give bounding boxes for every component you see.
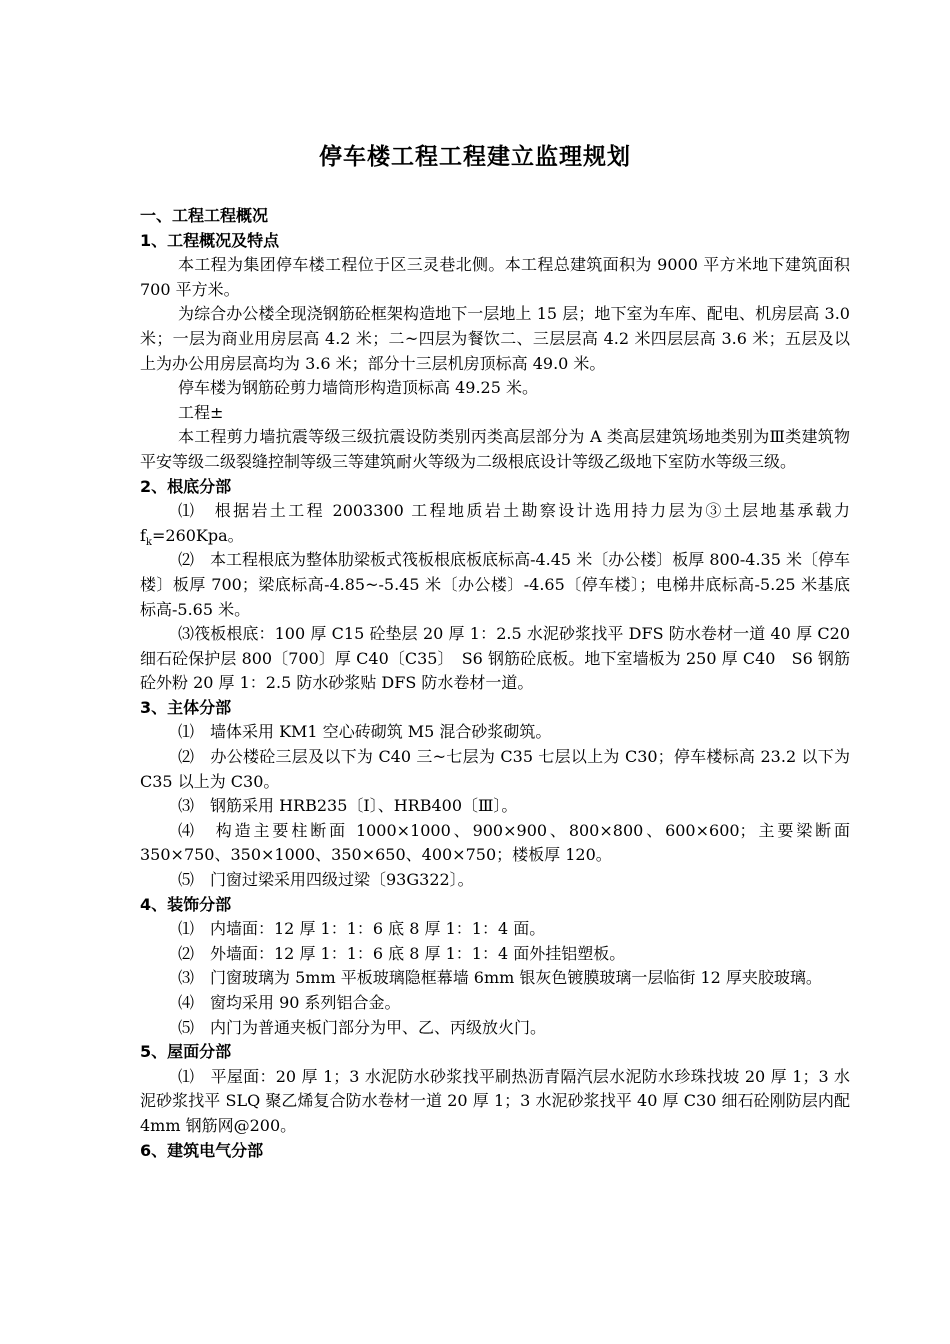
paragraph-text: ⑴ 根据岩土工程 2003300 工程地质岩土勘察设计选用持力层为③土层地基承载力 f xyxy=(140,501,850,545)
subsection-heading: 5、屋面分部 xyxy=(140,1042,232,1062)
paragraph: ⑴ 平屋面：20 厚 1；3 水泥防水砂浆找平刷热沥青隔汽层水泥防水珍珠找坡 20 厚 1；3 水泥砂浆找平 SLQ 聚乙烯复合防水卷材一道 20 厚 1；3 水泥砂浆找平 40 厚 C30 细石砼刚防层内配 4mm 钢筋网@200。 xyxy=(140,1066,850,1135)
section-heading: 一、工程工程概况 xyxy=(140,206,269,225)
paragraph: ⑸ 内门为普通夹板门部分为甲、乙、丙级放火门。 xyxy=(178,1017,547,1037)
paragraph: 本工程剪力墙抗震等级三级抗震设防类别丙类高层部分为 A 类高层建筑场地类别为Ⅲ类建筑物平安等级二级裂缝控制等级三等建筑耐火等级为二级根底设计等级乙级地下室防水等级三级。 xyxy=(140,427,850,471)
paragraph: ⑴ 内墙面：12 厚 1：1：6 底 8 厚 1：1：4 面。 xyxy=(178,919,546,939)
subsection-heading: 3、主体分部 xyxy=(140,697,232,717)
paragraph: 本工程为集团停车楼工程位于区三灵巷北侧。本工程总建筑面积为 9000 平方米地下建筑面积 700 平方米。 xyxy=(140,255,850,299)
paragraph-text: =260Kpa。 xyxy=(151,525,244,545)
paragraph: 工程± xyxy=(178,402,224,422)
paragraph: ⑷ 窗均采用 90 系列铝合金。 xyxy=(178,993,401,1012)
paragraph: ⑸ 门窗过梁采用四级过梁〔93G322〕。 xyxy=(178,870,474,890)
paragraph: ⑵ 外墙面：12 厚 1：1：6 底 8 厚 1：1：4 面外挂铝塑板。 xyxy=(178,943,626,963)
paragraph: ⑶ 门窗玻璃为 5mm 平板玻璃隐框幕墙 6mm 银灰色镀膜玻璃一层临街 12 厚夹胶玻璃。 xyxy=(178,968,822,988)
subsection-heading: 1、工程概况及特点 xyxy=(140,230,280,250)
subsection-heading: 4、装饰分部 xyxy=(140,894,232,914)
paragraph: 为综合办公楼全现浇钢筋砼框架构造地下一层地上 15 层；地下室为车库、配电、机房层高 3.0 米；一层为商业用房层高 4.2 米；二~四层为餐饮二、三层层高 4.2 米四层层高 3.6 米；五层及以上为办公用房层高均为 3.6 米；部分十三层机房顶标高 49.0 米。 xyxy=(140,304,850,373)
paragraph: ⑵ 办公楼砼三层及以下为 C40 三~七层为 C35 七层以上为 C30；停车楼标高 23.2 以下为 C35 以上为 C30。 xyxy=(140,747,850,791)
document-title: 停车楼工程工程建立监理规划 xyxy=(319,144,631,170)
paragraph xyxy=(140,499,850,548)
document-body xyxy=(140,204,850,1163)
paragraph: ⑶ 钢筋采用 HRB235〔Ⅰ〕、HRB400〔Ⅲ〕。 xyxy=(178,796,518,816)
paragraph: ⑵ 本工程根底为整体肋梁板式筏板根底板底标高-4.45 米〔办公楼〕板厚 800-4.35 米〔停车楼〕板厚 700；梁底标高-4.85~-5.45 米〔办公楼〕-4.65〔停车楼〕；电梯井底标高-5.25 米基底标高-5.65 米。 xyxy=(140,550,850,619)
subscript: k xyxy=(145,536,152,548)
paragraph: 停车楼为钢筋砼剪力墙筒形构造顶标高 49.25 米。 xyxy=(178,378,538,398)
paragraph: ⑴ 墙体采用 KM1 空心砖砌筑 M5 混合砂浆砌筑。 xyxy=(178,722,552,742)
subsection-heading: 6、建筑电气分部 xyxy=(140,1140,264,1160)
paragraph: ⑷ 构造主要柱断面 1000×1000、900×900、800×800、600×600；主要梁断面 350×750、350×1000、350×650、400×750；楼板厚 120。 xyxy=(140,820,850,865)
paragraph: ⑶筏板根底：100 厚 C15 砼垫层 20 厚 1：2.5 水泥砂浆找平 DFS 防水卷材一道 40 厚 C20 细石砼保护层 800〔700〕厚 C40〔C35〕 S6 钢筋砼底板。地下室墙板为 250 厚 C40 S6 钢筋砼外粉 20 厚 1：2.5 防水砂浆贴 DFS 防水卷材一道。 xyxy=(140,624,850,693)
subsection-heading: 2、根底分部 xyxy=(140,476,232,496)
